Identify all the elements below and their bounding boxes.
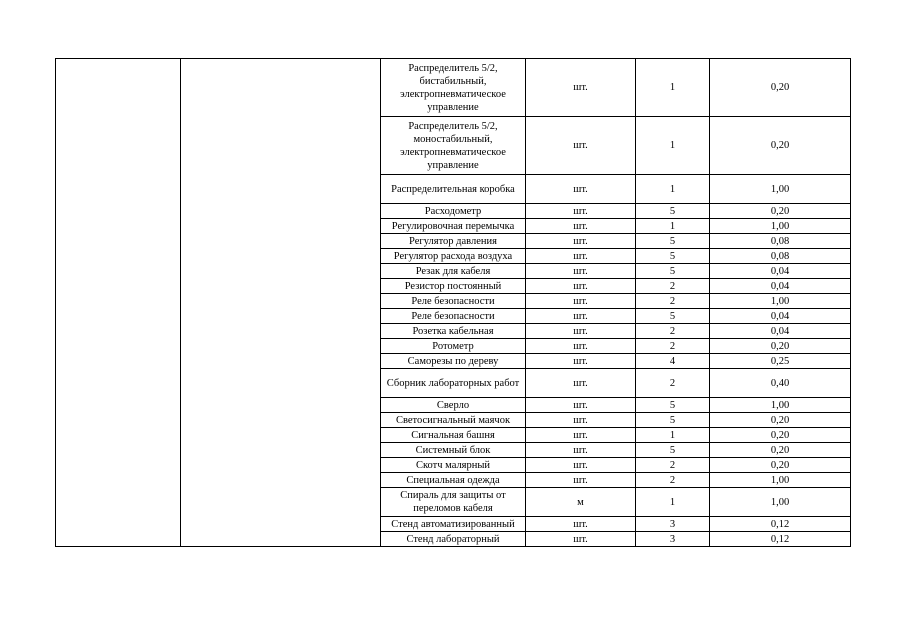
item-name-cell: Распределитель 5/2, бистабильный, электропневматическое управление	[381, 59, 526, 117]
quantity-cell: 5	[636, 234, 710, 249]
unit-cell: шт.	[526, 532, 636, 547]
value-cell: 1,00	[710, 488, 851, 517]
unit-cell: шт.	[526, 294, 636, 309]
value-cell: 0,25	[710, 354, 851, 369]
empty-column-1	[56, 59, 181, 547]
quantity-cell: 5	[636, 443, 710, 458]
quantity-cell: 5	[636, 249, 710, 264]
unit-cell: шт.	[526, 339, 636, 354]
item-name-cell: Расходометр	[381, 204, 526, 219]
quantity-cell: 2	[636, 324, 710, 339]
quantity-cell: 3	[636, 532, 710, 547]
table-row	[56, 59, 851, 117]
item-name-cell: Реле безопасности	[381, 294, 526, 309]
value-cell: 1,00	[710, 473, 851, 488]
unit-cell: шт.	[526, 219, 636, 234]
quantity-cell: 2	[636, 473, 710, 488]
quantity-cell: 1	[636, 175, 710, 204]
unit-cell: шт.	[526, 398, 636, 413]
item-name-cell: Сборник лабораторных работ	[381, 369, 526, 398]
quantity-cell: 1	[636, 428, 710, 443]
item-name-cell: Стенд лабораторный	[381, 532, 526, 547]
quantity-cell: 5	[636, 309, 710, 324]
value-cell: 0,20	[710, 428, 851, 443]
item-name-cell: Регулятор давления	[381, 234, 526, 249]
quantity-cell: 2	[636, 369, 710, 398]
item-name-cell: Стенд автоматизированный	[381, 517, 526, 532]
quantity-cell: 5	[636, 413, 710, 428]
unit-cell: шт.	[526, 473, 636, 488]
quantity-cell: 1	[636, 219, 710, 234]
item-name-cell: Специальная одежда	[381, 473, 526, 488]
item-name-cell: Резак для кабеля	[381, 264, 526, 279]
item-name-cell: Резистор постоянный	[381, 279, 526, 294]
value-cell: 0,20	[710, 204, 851, 219]
unit-cell: шт.	[526, 428, 636, 443]
value-cell: 0,20	[710, 413, 851, 428]
value-cell: 0,20	[710, 458, 851, 473]
unit-cell: шт.	[526, 369, 636, 398]
value-cell: 0,04	[710, 324, 851, 339]
value-cell: 0,12	[710, 532, 851, 547]
item-name-cell: Саморезы по дереву	[381, 354, 526, 369]
value-cell: 0,08	[710, 249, 851, 264]
unit-cell: шт.	[526, 175, 636, 204]
value-cell: 0,40	[710, 369, 851, 398]
value-cell: 1,00	[710, 398, 851, 413]
unit-cell: шт.	[526, 354, 636, 369]
unit-cell: шт.	[526, 249, 636, 264]
equipment-table	[55, 58, 851, 547]
quantity-cell: 5	[636, 204, 710, 219]
table-body	[56, 59, 851, 547]
item-name-cell: Светосигнальный маячок	[381, 413, 526, 428]
value-cell: 0,04	[710, 309, 851, 324]
value-cell: 0,08	[710, 234, 851, 249]
unit-cell: шт.	[526, 234, 636, 249]
unit-cell: м	[526, 488, 636, 517]
unit-cell: шт.	[526, 443, 636, 458]
item-name-cell: Реле безопасности	[381, 309, 526, 324]
value-cell: 0,20	[710, 59, 851, 117]
item-name-cell: Регулятор расхода воздуха	[381, 249, 526, 264]
quantity-cell: 2	[636, 339, 710, 354]
item-name-cell: Регулировочная перемычка	[381, 219, 526, 234]
item-name-cell: Распределительная коробка	[381, 175, 526, 204]
value-cell: 1,00	[710, 294, 851, 309]
unit-cell: шт.	[526, 59, 636, 117]
quantity-cell: 2	[636, 458, 710, 473]
item-name-cell: Ротометр	[381, 339, 526, 354]
quantity-cell: 4	[636, 354, 710, 369]
quantity-cell: 1	[636, 59, 710, 117]
empty-column-2	[181, 59, 381, 547]
value-cell: 0,04	[710, 279, 851, 294]
unit-cell: шт.	[526, 324, 636, 339]
value-cell: 0,04	[710, 264, 851, 279]
value-cell: 1,00	[710, 219, 851, 234]
item-name-cell: Сверло	[381, 398, 526, 413]
item-name-cell: Розетка кабельная	[381, 324, 526, 339]
quantity-cell: 5	[636, 398, 710, 413]
unit-cell: шт.	[526, 279, 636, 294]
value-cell: 0,20	[710, 339, 851, 354]
quantity-cell: 2	[636, 294, 710, 309]
quantity-cell: 3	[636, 517, 710, 532]
quantity-cell: 5	[636, 264, 710, 279]
item-name-cell: Распределитель 5/2, моностабильный, электропневматическое управление	[381, 117, 526, 175]
quantity-cell: 1	[636, 488, 710, 517]
quantity-cell: 2	[636, 279, 710, 294]
unit-cell: шт.	[526, 204, 636, 219]
unit-cell: шт.	[526, 517, 636, 532]
item-name-cell: Системный блок	[381, 443, 526, 458]
unit-cell: шт.	[526, 117, 636, 175]
unit-cell: шт.	[526, 458, 636, 473]
value-cell: 0,20	[710, 443, 851, 458]
item-name-cell: Спираль для защиты от переломов кабеля	[381, 488, 526, 517]
unit-cell: шт.	[526, 264, 636, 279]
value-cell: 0,12	[710, 517, 851, 532]
item-name-cell: Скотч малярный	[381, 458, 526, 473]
unit-cell: шт.	[526, 413, 636, 428]
unit-cell: шт.	[526, 309, 636, 324]
value-cell: 1,00	[710, 175, 851, 204]
item-name-cell: Сигнальная башня	[381, 428, 526, 443]
value-cell: 0,20	[710, 117, 851, 175]
quantity-cell: 1	[636, 117, 710, 175]
